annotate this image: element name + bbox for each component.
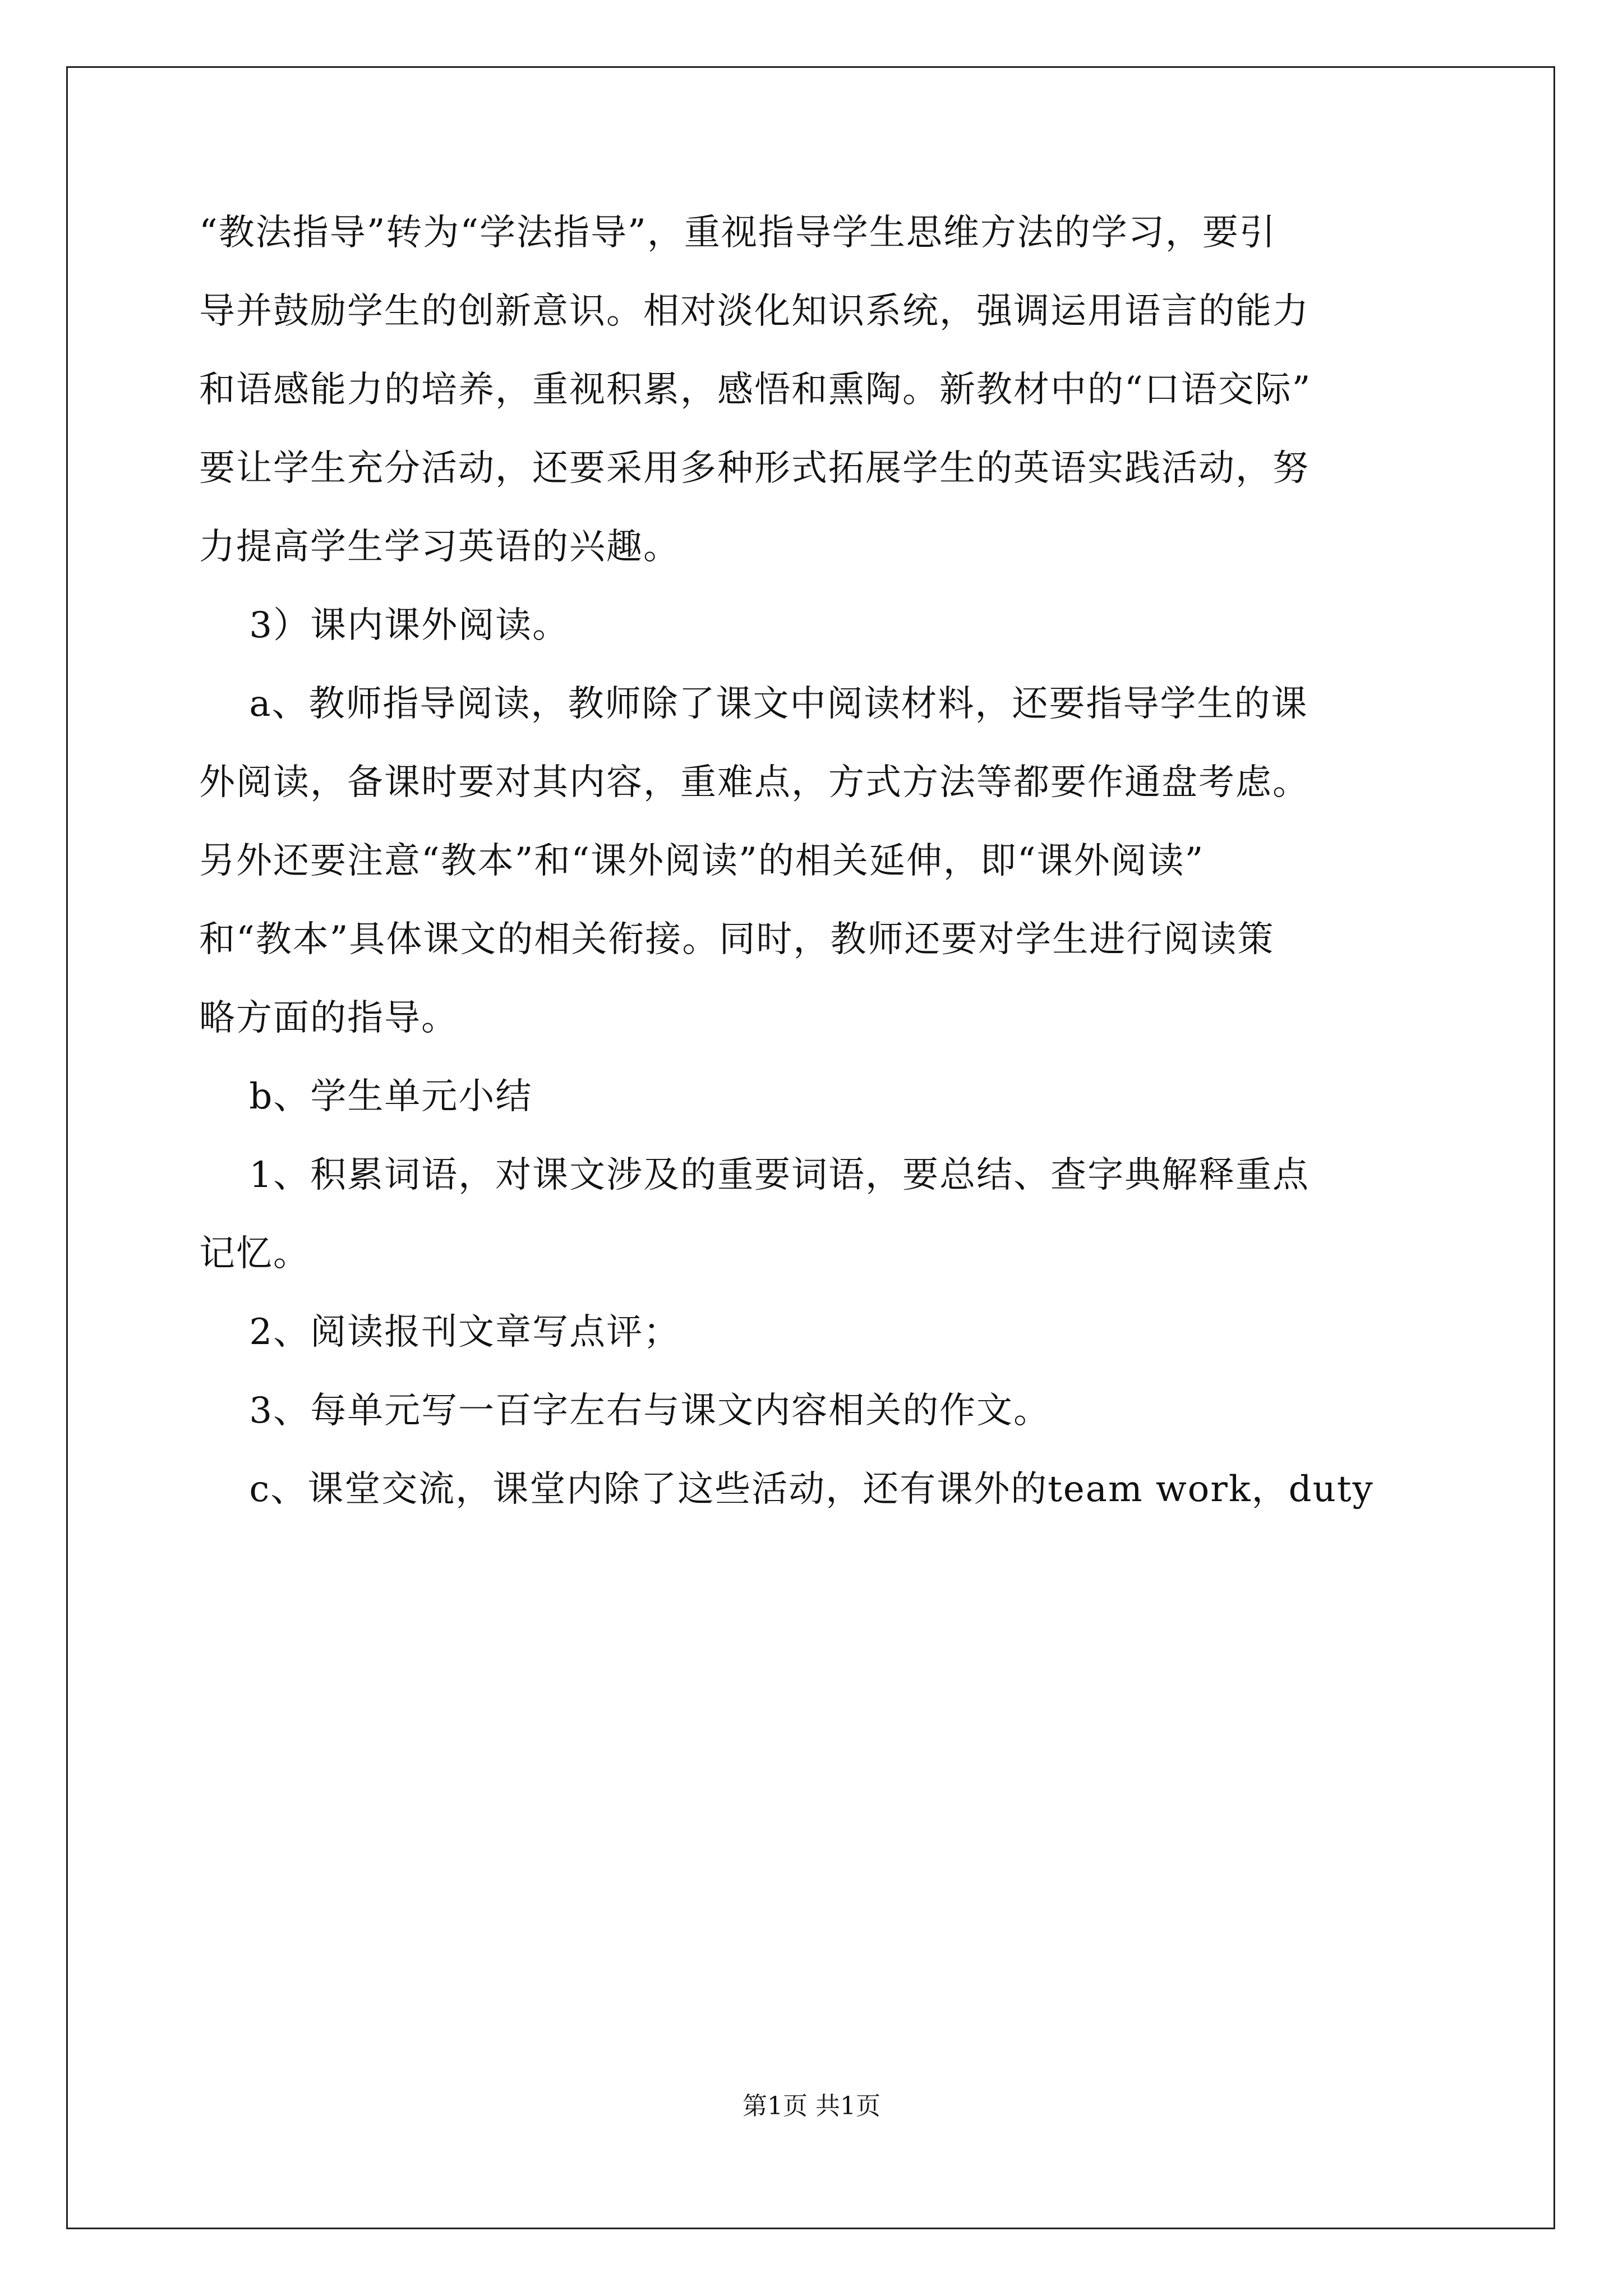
text-line: “教法指导”转为“学法指导”，重视指导学生思维方法的学习，要引 [199,212,1276,254]
text-line: 要让学生充分活动，还要采用多种形式拓展学生的英语实践活动，努 [199,448,1310,489]
text-line: 2、阅读报刊文章写点评； [199,1312,681,1353]
text-line: 略方面的指导。 [199,997,458,1039]
text-line: c、课堂交流，课堂内除了这些活动，还有课外的team work，duty [199,1469,1374,1510]
text-line: 导并鼓励学生的创新意识。相对淡化知识系统，强调运用语言的能力 [199,291,1310,332]
page-footer: 第1页 共1页 [743,2092,880,2120]
text-line: 力提高学生学习英语的兴趣。 [199,526,680,568]
text-line: 1、积累词语，对课文涉及的重要词语，要总结、查字典解释重点 [199,1154,1310,1196]
text-line: b、学生单元小结 [199,1076,533,1117]
text-line: 3）课内课外阅读。 [199,605,570,646]
text-line: a、教师指导阅读，教师除了课文中阅读材料，还要指导学生的课 [199,683,1308,725]
text-line: 外阅读，备课时要对其内容，重难点，方式方法等都要作通盘考虑。 [199,762,1310,803]
text-line: 和“教本”具体课文的相关衔接。同时，教师还要对学生进行阅读策 [199,919,1275,960]
text-line: 3、每单元写一百字左右与课文内容相关的作文。 [199,1390,1051,1432]
text-line: 记忆。 [199,1233,310,1274]
text-line: 另外还要注意“教本”和“课外阅读”的相关延伸，即“课外阅读” [199,840,1205,882]
text-line: 和语感能力的培养，重视积累，感悟和熏陶。新教材中的“口语交际” [199,369,1312,411]
